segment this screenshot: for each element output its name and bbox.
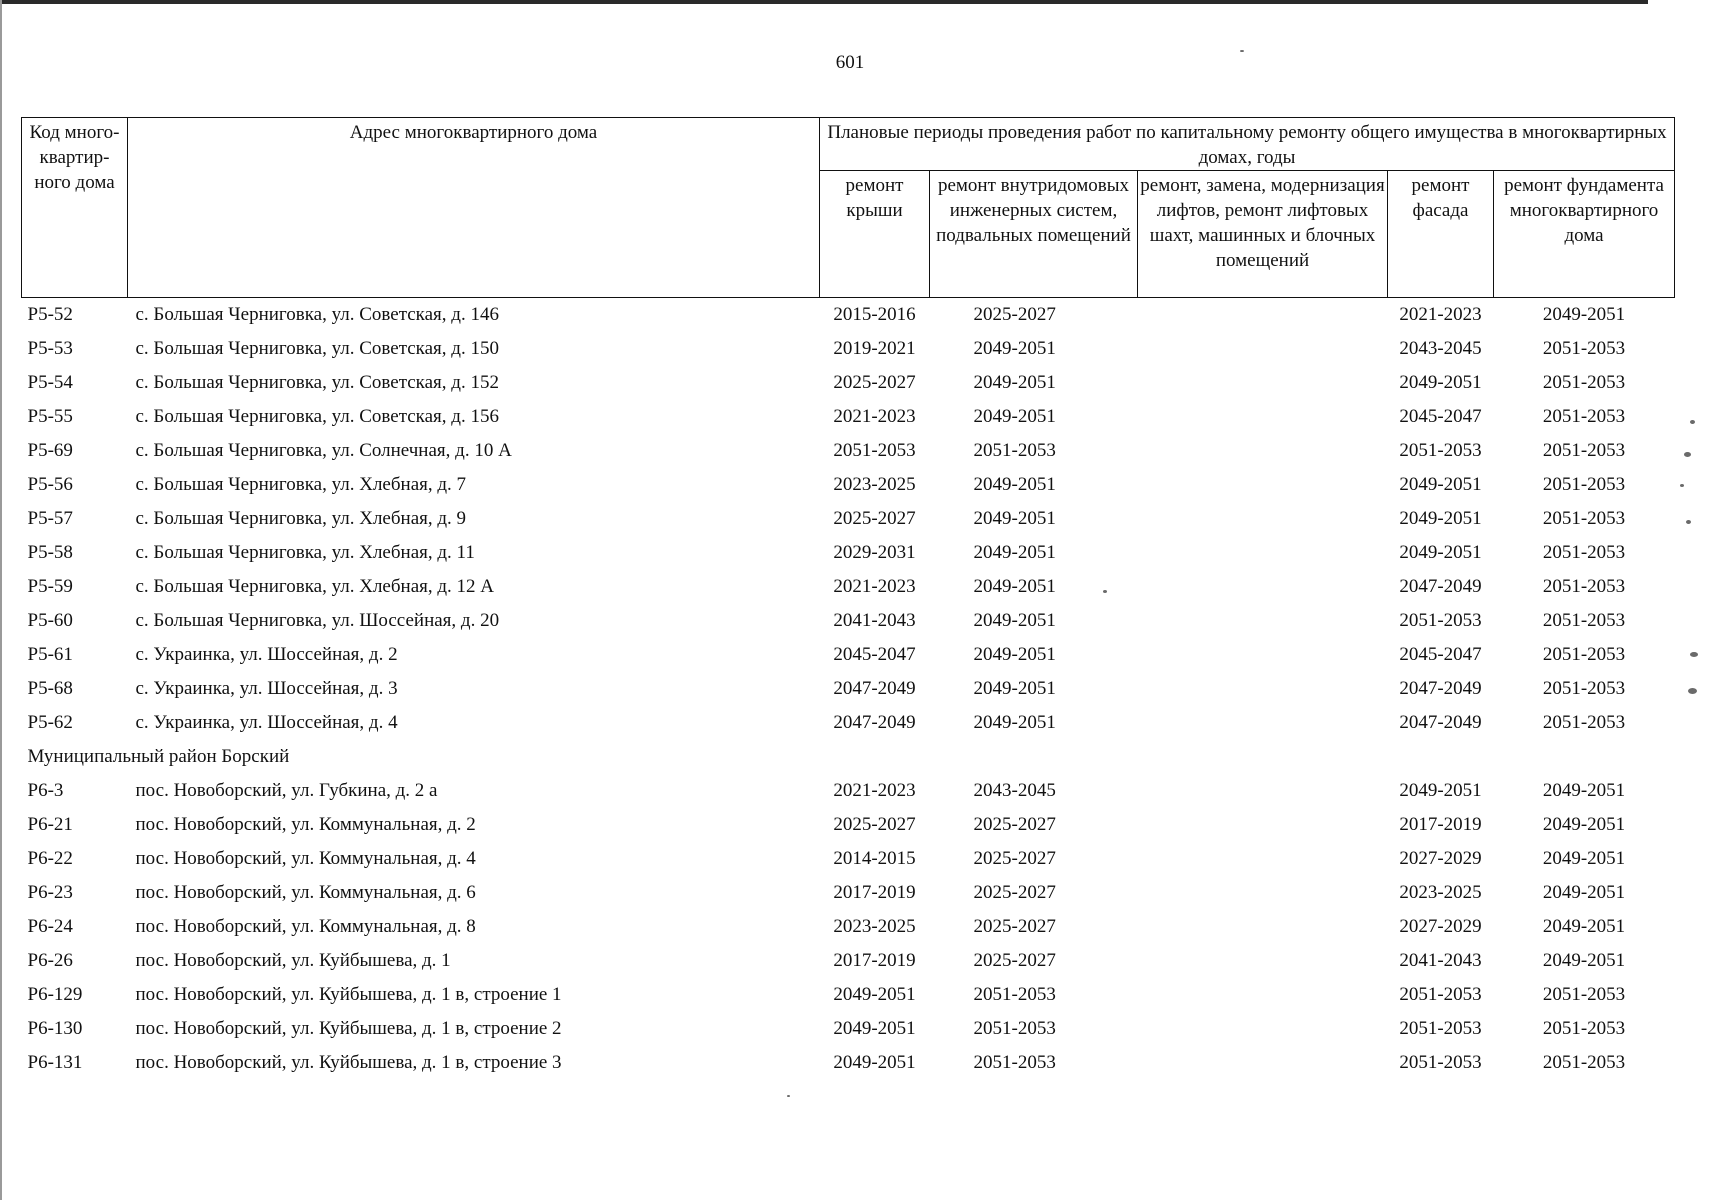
cell-engineering: 2043-2045 [973, 780, 1056, 801]
cell-elevators [1138, 434, 1388, 468]
cell-foundation: 2051-2053 [1542, 610, 1626, 631]
cell-facade: 2043-2045 [1399, 338, 1482, 359]
cell-address: пос. Новоборский, ул. Коммунальная, д. 8 [135, 916, 476, 937]
cell-roof: 2019-2021 [833, 338, 916, 359]
scan-speck [1690, 652, 1698, 657]
cell-foundation: 2051-2053 [1542, 542, 1626, 563]
cell-facade: 2017-2019 [1399, 814, 1482, 835]
cell-foundation: 2051-2053 [1542, 1052, 1626, 1073]
cell-roof: 2029-2031 [833, 542, 916, 563]
cell-address: пос. Новоборский, ул. Коммунальная, д. 6 [135, 882, 476, 903]
cell-roof: 2021-2023 [833, 576, 916, 597]
cell-engineering: 2049-2051 [973, 474, 1056, 495]
cell-engineering: 2049-2051 [973, 508, 1056, 529]
cell-foundation: 2051-2053 [1542, 372, 1626, 393]
cell-elevators [1138, 502, 1388, 536]
cell-code: Р5-52 [27, 304, 73, 325]
table-row [22, 502, 1675, 536]
cell-engineering: 2049-2051 [973, 542, 1056, 563]
cell-engineering: 2025-2027 [973, 882, 1056, 903]
cell-foundation: 2051-2053 [1542, 644, 1626, 665]
cell-facade: 2045-2047 [1399, 406, 1482, 427]
cell-code: Р6-26 [27, 950, 73, 971]
cell-address: пос. Новоборский, ул. Куйбышева, д. 1 в, строение 2 [135, 1018, 562, 1039]
table-row [22, 1046, 1675, 1080]
cell-elevators [1138, 978, 1388, 1012]
cell-roof: 2051-2053 [833, 440, 916, 461]
cell-address: с. Большая Черниговка, ул. Советская, д. 152 [135, 372, 499, 393]
cell-engineering: 2049-2051 [973, 644, 1056, 665]
cell-code: Р5-54 [27, 372, 73, 393]
scan-edge-top [0, 0, 1648, 4]
cell-elevators [1138, 876, 1388, 910]
cell-code: Р5-53 [27, 338, 73, 359]
cell-roof: 2025-2027 [833, 372, 916, 393]
cell-foundation: 2051-2053 [1542, 440, 1626, 461]
cell-engineering: 2051-2053 [973, 984, 1056, 1005]
cell-foundation: 2049-2051 [1542, 304, 1626, 325]
cell-code: Р6-23 [27, 882, 73, 903]
cell-address: с. Большая Черниговка, ул. Шоссейная, д. 20 [135, 610, 500, 631]
cell-roof: 2045-2047 [833, 644, 916, 665]
table-row [22, 434, 1675, 468]
cell-facade: 2051-2053 [1399, 1052, 1482, 1073]
header-code: Код много-квартир-ного дома [22, 118, 128, 298]
cell-facade: 2023-2025 [1399, 882, 1482, 903]
cell-foundation: 2051-2053 [1542, 1018, 1626, 1039]
header-address: Адрес многоквартирного дома [128, 118, 820, 298]
cell-elevators [1138, 604, 1388, 638]
cell-engineering: 2049-2051 [973, 678, 1056, 699]
cell-foundation: 2049-2051 [1542, 882, 1626, 903]
table-row [22, 298, 1675, 333]
repair-schedule-table [21, 117, 1675, 1080]
cell-elevators [1138, 944, 1388, 978]
cell-elevators [1138, 400, 1388, 434]
header-elevators: ремонт, замена, модернизация лифтов, ремонт лифтовых шахт, машинных и блочных помещений [1138, 171, 1388, 298]
cell-address: с. Украинка, ул. Шоссейная, д. 4 [135, 712, 398, 733]
cell-code: Р5-55 [27, 406, 73, 427]
cell-elevators [1138, 706, 1388, 740]
cell-elevators [1138, 774, 1388, 808]
header-row-1 [22, 118, 1675, 171]
scan-speck [1103, 590, 1107, 593]
table-row [22, 366, 1675, 400]
cell-elevators [1138, 332, 1388, 366]
cell-elevators [1138, 910, 1388, 944]
cell-address: с. Большая Черниговка, ул. Хлебная, д. 11 [135, 542, 475, 563]
table-row [22, 978, 1675, 1012]
cell-address: пос. Новоборский, ул. Губкина, д. 2 а [135, 780, 438, 801]
cell-engineering: 2025-2027 [973, 848, 1056, 869]
cell-roof: 2023-2025 [833, 916, 916, 937]
cell-elevators [1138, 638, 1388, 672]
cell-roof: 2015-2016 [833, 304, 916, 325]
cell-address: пос. Новоборский, ул. Куйбышева, д. 1 [135, 950, 451, 971]
header-facade: ремонт фасада [1388, 171, 1494, 298]
cell-elevators [1138, 536, 1388, 570]
cell-foundation: 2051-2053 [1542, 576, 1626, 597]
table-header [22, 118, 1675, 298]
table-row [22, 842, 1675, 876]
cell-roof: 2041-2043 [833, 610, 916, 631]
cell-elevators [1138, 298, 1388, 333]
cell-facade: 2041-2043 [1399, 950, 1482, 971]
cell-foundation: 2049-2051 [1542, 950, 1626, 971]
cell-code: Р5-59 [27, 576, 73, 597]
scan-speck [1684, 452, 1691, 457]
cell-engineering: 2051-2053 [973, 440, 1056, 461]
cell-code: Р5-58 [27, 542, 73, 563]
scan-speck [1688, 688, 1697, 694]
cell-engineering: 2025-2027 [973, 950, 1056, 971]
table-row [22, 910, 1675, 944]
cell-roof: 2014-2015 [833, 848, 916, 869]
cell-address: с. Украинка, ул. Шоссейная, д. 2 [135, 644, 398, 665]
cell-facade: 2021-2023 [1399, 304, 1482, 325]
cell-code: Р5-68 [27, 678, 73, 699]
table-body [22, 298, 1675, 1081]
cell-roof: 2021-2023 [833, 406, 916, 427]
cell-facade: 2049-2051 [1399, 508, 1482, 529]
cell-code: Р6-131 [27, 1052, 83, 1073]
cell-roof: 2017-2019 [833, 882, 916, 903]
cell-code: Р5-56 [27, 474, 73, 495]
cell-roof: 2017-2019 [833, 950, 916, 971]
table-row [22, 638, 1675, 672]
cell-address: с. Большая Черниговка, ул. Советская, д. 146 [135, 304, 499, 325]
table-row [22, 468, 1675, 502]
cell-code: Р5-69 [27, 440, 73, 461]
cell-address: с. Большая Черниговка, ул. Советская, д. 150 [135, 338, 499, 359]
cell-facade: 2027-2029 [1399, 848, 1482, 869]
table-row [22, 808, 1675, 842]
cell-roof: 2049-2051 [833, 984, 916, 1005]
table-row [22, 672, 1675, 706]
scan-speck [1240, 50, 1244, 52]
cell-address: с. Большая Черниговка, ул. Хлебная, д. 7 [135, 474, 467, 495]
cell-roof: 2023-2025 [833, 474, 916, 495]
cell-address: пос. Новоборский, ул. Коммунальная, д. 2 [135, 814, 476, 835]
cell-code: Р5-61 [27, 644, 73, 665]
cell-roof: 2025-2027 [833, 814, 916, 835]
header-engineering: ремонт внутридомовых инженерных систем, подвальных помещений [930, 171, 1138, 298]
cell-address: пос. Новоборский, ул. Коммунальная, д. 4 [135, 848, 476, 869]
cell-engineering: 2049-2051 [973, 610, 1056, 631]
cell-elevators [1138, 366, 1388, 400]
cell-code: Р6-21 [27, 814, 73, 835]
cell-code: Р6-22 [27, 848, 73, 869]
cell-foundation: 2051-2053 [1542, 678, 1626, 699]
cell-elevators [1138, 570, 1388, 604]
cell-code: Р6-130 [27, 1018, 83, 1039]
cell-roof: 2049-2051 [833, 1052, 916, 1073]
cell-address: пос. Новоборский, ул. Куйбышева, д. 1 в, строение 3 [135, 1052, 562, 1073]
table-row [22, 876, 1675, 910]
header-periods-group: Плановые периоды проведения работ по капитальному ремонту общего имущества в многоквартирных домах, годы [820, 118, 1675, 171]
cell-code: Р5-62 [27, 712, 73, 733]
cell-facade: 2047-2049 [1399, 678, 1482, 699]
cell-address: с. Большая Черниговка, ул. Хлебная, д. 12 А [135, 576, 495, 597]
cell-engineering: 2049-2051 [973, 576, 1056, 597]
scan-edge-left [0, 0, 2, 1200]
cell-facade: 2027-2029 [1399, 916, 1482, 937]
cell-engineering: 2051-2053 [973, 1018, 1056, 1039]
cell-roof: 2049-2051 [833, 1018, 916, 1039]
cell-facade: 2049-2051 [1399, 474, 1482, 495]
cell-code: Р5-57 [27, 508, 73, 529]
cell-facade: 2047-2049 [1399, 576, 1482, 597]
cell-foundation: 2051-2053 [1542, 338, 1626, 359]
cell-elevators [1138, 468, 1388, 502]
cell-foundation: 2049-2051 [1542, 848, 1626, 869]
table-row [22, 536, 1675, 570]
cell-address: с. Большая Черниговка, ул. Хлебная, д. 9 [135, 508, 467, 529]
cell-roof: 2047-2049 [833, 712, 916, 733]
cell-elevators [1138, 1046, 1388, 1080]
cell-facade: 2051-2053 [1399, 610, 1482, 631]
cell-foundation: 2051-2053 [1542, 406, 1626, 427]
section-row [22, 740, 1675, 774]
cell-engineering: 2049-2051 [973, 406, 1056, 427]
table-row [22, 1012, 1675, 1046]
header-roof: ремонт крыши [820, 171, 930, 298]
cell-engineering: 2051-2053 [973, 1052, 1056, 1073]
section-title: Муниципальный район Борский [27, 746, 290, 767]
cell-engineering: 2025-2027 [973, 916, 1056, 937]
cell-foundation: 2049-2051 [1542, 780, 1626, 801]
cell-engineering: 2025-2027 [973, 814, 1056, 835]
cell-code: Р6-24 [27, 916, 73, 937]
cell-facade: 2049-2051 [1399, 780, 1482, 801]
cell-address: с. Большая Черниговка, ул. Советская, д. 156 [135, 406, 499, 427]
cell-elevators [1138, 808, 1388, 842]
cell-code: Р5-60 [27, 610, 73, 631]
cell-address: с. Украинка, ул. Шоссейная, д. 3 [135, 678, 398, 699]
cell-foundation: 2051-2053 [1542, 712, 1626, 733]
cell-roof: 2025-2027 [833, 508, 916, 529]
cell-code: Р6-3 [27, 780, 64, 801]
cell-foundation: 2049-2051 [1542, 916, 1626, 937]
cell-facade: 2049-2051 [1399, 542, 1482, 563]
table-row [22, 774, 1675, 808]
cell-engineering: 2049-2051 [973, 338, 1056, 359]
cell-engineering: 2025-2027 [973, 304, 1056, 325]
cell-roof: 2021-2023 [833, 780, 916, 801]
cell-roof: 2047-2049 [833, 678, 916, 699]
page-number: 601 [835, 52, 865, 73]
cell-facade: 2051-2053 [1399, 440, 1482, 461]
cell-elevators [1138, 1012, 1388, 1046]
table-row [22, 400, 1675, 434]
cell-facade: 2047-2049 [1399, 712, 1482, 733]
scan-speck [1690, 420, 1695, 424]
scan-speck [1686, 520, 1691, 524]
cell-elevators [1138, 842, 1388, 876]
cell-foundation: 2051-2053 [1542, 508, 1626, 529]
table-row [22, 570, 1675, 604]
table-row [22, 706, 1675, 740]
table-row [22, 332, 1675, 366]
scan-speck [787, 1095, 790, 1097]
header-foundation: ремонт фундамента многоквартирного дома [1494, 171, 1675, 298]
cell-elevators [1138, 672, 1388, 706]
cell-foundation: 2051-2053 [1542, 474, 1626, 495]
cell-engineering: 2049-2051 [973, 372, 1056, 393]
scan-speck [1680, 484, 1684, 487]
cell-facade: 2051-2053 [1399, 984, 1482, 1005]
cell-facade: 2051-2053 [1399, 1018, 1482, 1039]
cell-address: пос. Новоборский, ул. Куйбышева, д. 1 в, строение 1 [135, 984, 562, 1005]
cell-code: Р6-129 [27, 984, 83, 1005]
cell-foundation: 2049-2051 [1542, 814, 1626, 835]
cell-facade: 2045-2047 [1399, 644, 1482, 665]
cell-facade: 2049-2051 [1399, 372, 1482, 393]
cell-address: с. Большая Черниговка, ул. Солнечная, д. 10 А [135, 440, 512, 461]
cell-engineering: 2049-2051 [973, 712, 1056, 733]
table-row [22, 604, 1675, 638]
cell-foundation: 2051-2053 [1542, 984, 1626, 1005]
table-row [22, 944, 1675, 978]
